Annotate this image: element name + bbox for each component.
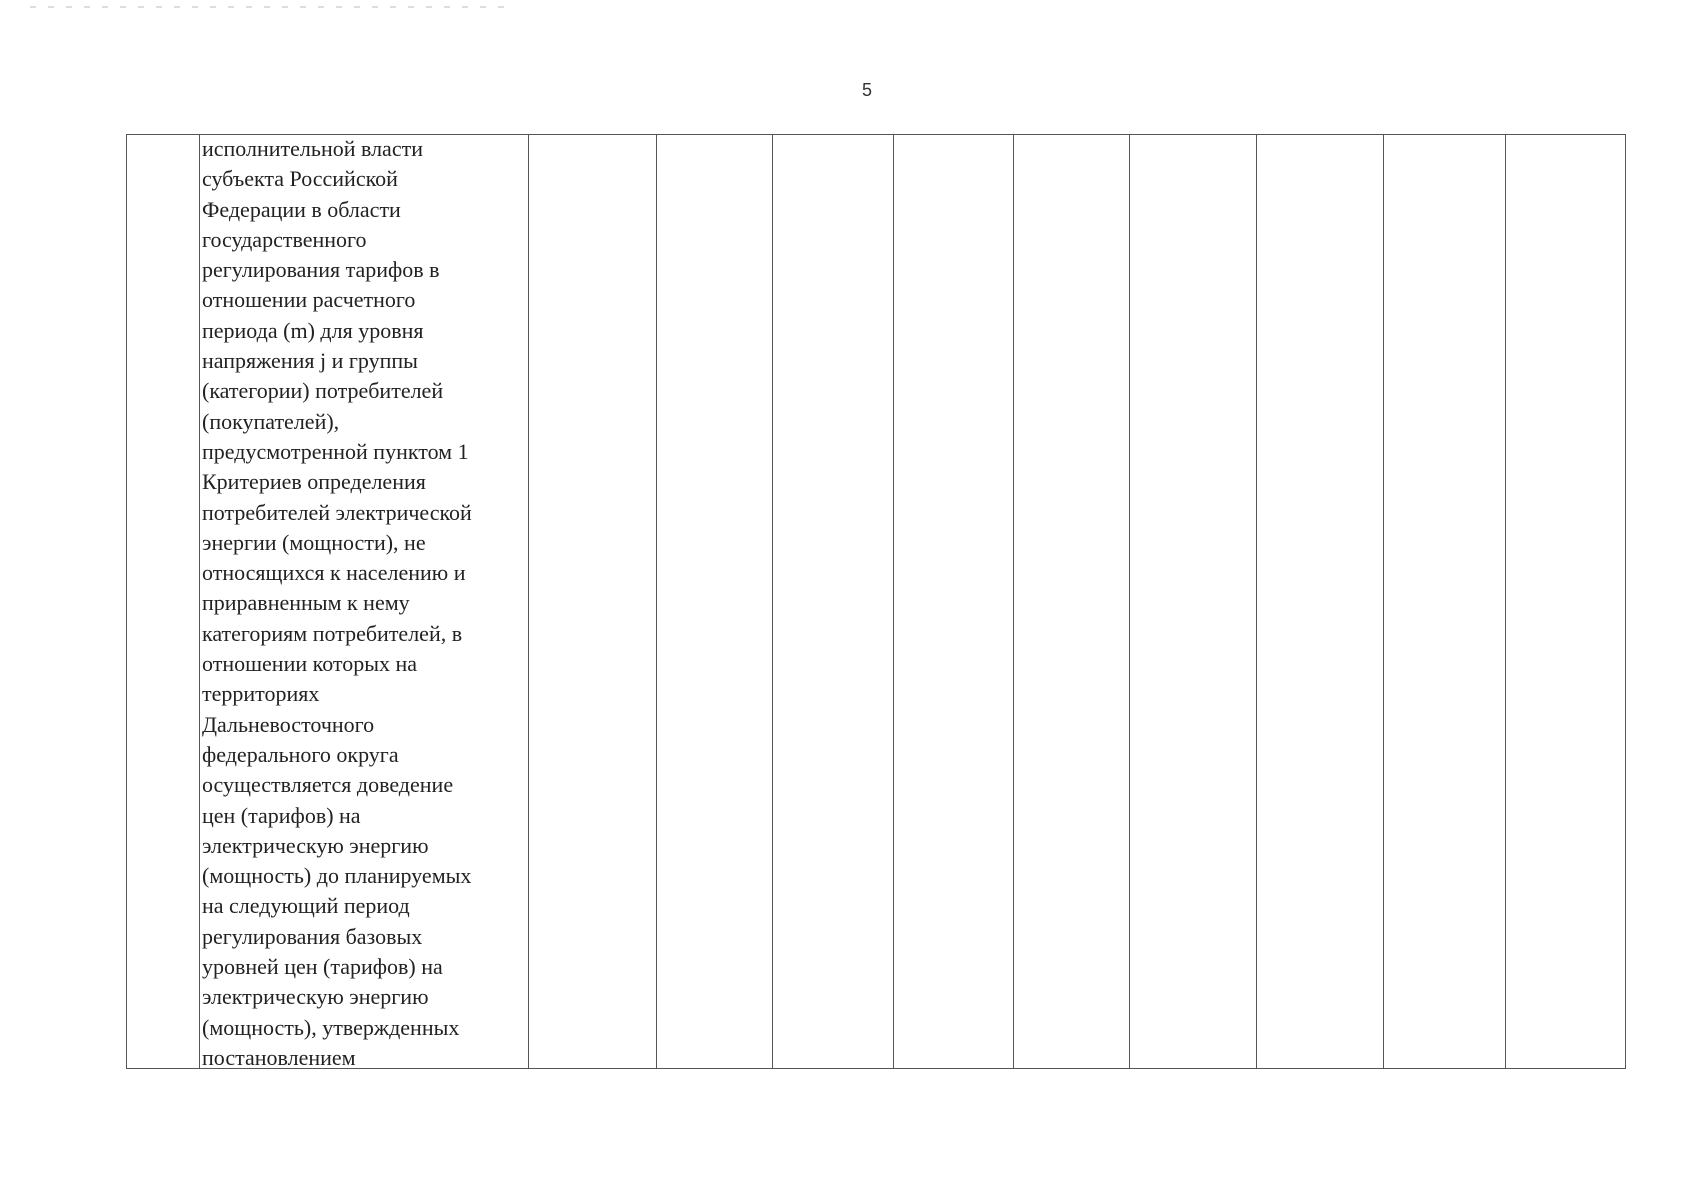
table-cell-empty — [1256, 135, 1383, 1068]
description-line: Дальневосточного — [202, 711, 375, 737]
description-line: (мощность) до планируемых — [202, 863, 472, 889]
page-number: 5 — [861, 80, 872, 100]
table-cell-index — [127, 135, 199, 1068]
description-line: отношении которых на — [202, 651, 418, 677]
description-line: отношении расчетного — [202, 287, 416, 313]
table-cell-empty — [1383, 135, 1505, 1068]
description-line: субъекта Российской — [202, 166, 398, 192]
description-line: (покупателей), — [202, 408, 340, 434]
description-line: напряжения j и группы — [202, 348, 418, 374]
table-cell-empty — [1129, 135, 1256, 1068]
table-cell-empty — [893, 135, 1013, 1068]
description-line: потребителей электрической — [202, 499, 472, 525]
description-line: федерального округа — [202, 741, 399, 767]
description-text — [202, 134, 532, 1073]
description-line: периода (m) для уровня — [202, 317, 424, 343]
table-cell-empty — [656, 135, 772, 1068]
description-line: предусмотренной пунктом 1 — [202, 438, 469, 464]
description-line: Федерации в области — [202, 196, 401, 222]
table-cell-empty — [772, 135, 893, 1068]
description-line: исполнительной власти — [202, 136, 423, 161]
description-line: энергии (мощности), не — [202, 529, 426, 555]
description-line: уровней цен (тарифов) на — [202, 954, 443, 980]
description-line: территориях — [202, 681, 320, 707]
description-line: электрическую энергию — [202, 984, 429, 1010]
table-cell-empty — [528, 135, 656, 1068]
description-line: (категории) потребителей — [202, 378, 444, 404]
table-cell-empty — [1013, 135, 1129, 1068]
description-line: на следующий период — [202, 893, 410, 919]
description-line: цен (тарифов) на — [202, 802, 361, 828]
description-line: электрическую энергию — [202, 832, 429, 858]
table-cell-empty — [1505, 135, 1627, 1068]
description-line: относящихся к населению и — [202, 560, 466, 586]
description-line: категориям потребителей, в — [202, 620, 463, 646]
description-line: государственного — [202, 226, 367, 252]
description-line: регулирования тарифов в — [202, 257, 440, 283]
description-line: постановлением — [202, 1044, 356, 1070]
description-line: приравненным к нему — [202, 590, 410, 616]
scan-artifact — [30, 6, 510, 8]
description-line: Критериев определения — [202, 469, 426, 495]
description-line: (мощность), утвержденных — [202, 1014, 460, 1040]
description-line: регулирования базовых — [202, 923, 423, 949]
description-line: осуществляется доведение — [202, 772, 454, 798]
